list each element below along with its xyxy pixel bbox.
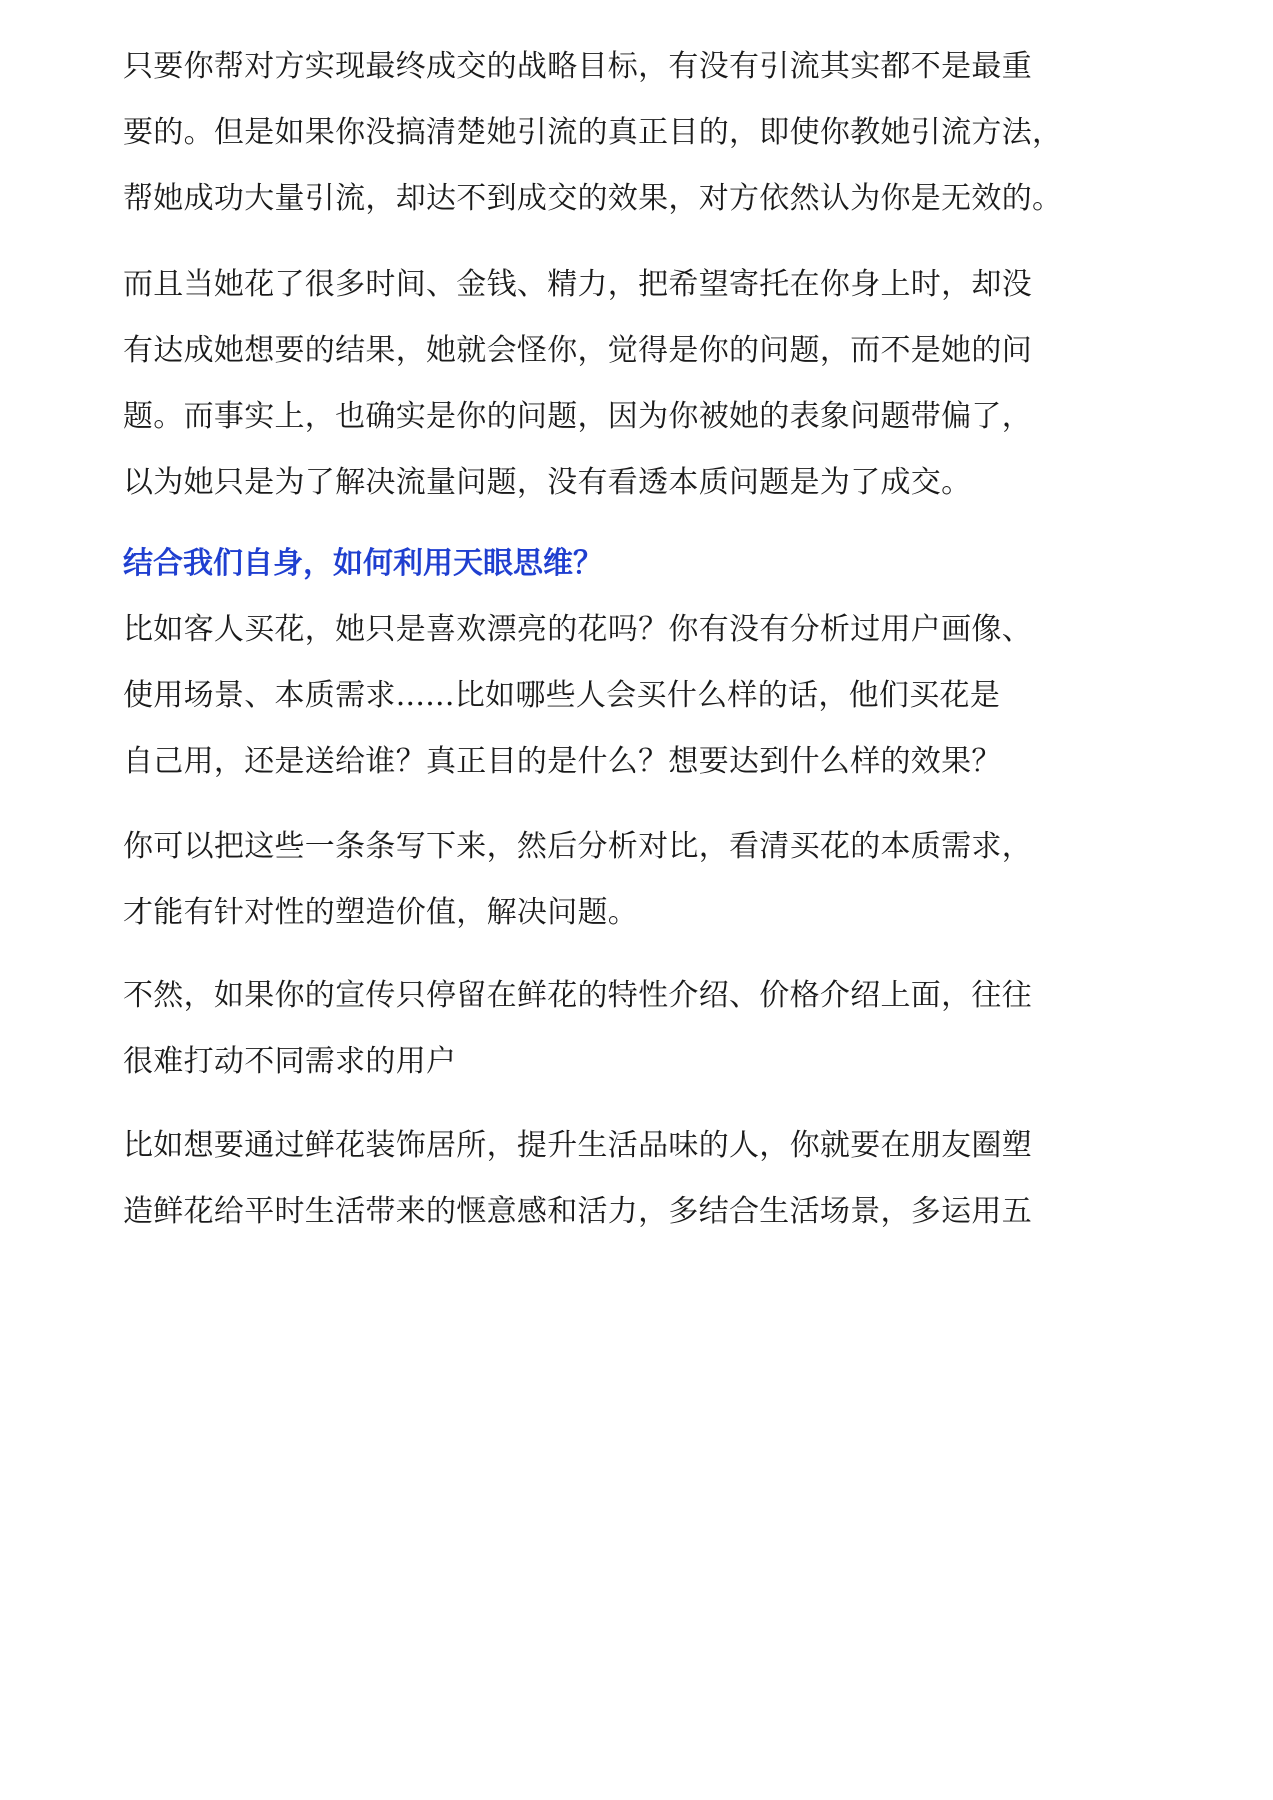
paragraph-3-line-2: 使用场景、本质需求......比如哪些人会买什么样的话，他们买花是 (123, 678, 1001, 713)
paragraph-1-line-2: 要的。但是如果你没搞清楚她引流的真正目的，即使你教她引流方法， (123, 115, 1063, 150)
paragraph-4-line-1: 你可以把这些一条条写下来，然后分析对比，看清买花的本质需求， (123, 829, 1032, 864)
paragraph-2-line-3: 题。而事实上，也确实是你的问题，因为你被她的表象问题带偏了， (123, 399, 1032, 434)
paragraph-2-line-2: 有达成她想要的结果，她就会怪你，觉得是你的问题，而不是她的问 (123, 333, 1032, 368)
paragraph-1-line-1: 只要你帮对方实现最终成交的战略目标，有没有引流其实都不是最重 (123, 49, 1032, 84)
paragraph-5-line-2: 很难打动不同需求的用户 (123, 1044, 457, 1079)
paragraph-6-line-2: 造鲜花给平时生活带来的惬意感和活力，多结合生活场景，多运用五 (123, 1194, 1032, 1229)
paragraph-3-line-3: 自己用，还是送给谁？真正目的是什么？想要达到什么样的效果？ (123, 744, 1002, 779)
section-heading: 结合我们自身，如何利用天眼思维？ (123, 546, 603, 581)
paragraph-2-line-4: 以为她只是为了解决流量问题，没有看透本质问题是为了成交。 (123, 465, 972, 500)
paragraph-5-line-1: 不然，如果你的宣传只停留在鲜花的特性介绍、价格介绍上面，往往 (123, 978, 1032, 1013)
paragraph-2-line-1: 而且当她花了很多时间、金钱、精力，把希望寄托在你身上时，却没 (123, 267, 1032, 302)
paragraph-3-line-1: 比如客人买花，她只是喜欢漂亮的花吗？你有没有分析过用户画像、 (123, 612, 1032, 647)
paragraph-1-line-3: 帮她成功大量引流，却达不到成交的效果，对方依然认为你是无效的。 (123, 181, 1063, 216)
paragraph-4-line-2: 才能有针对性的塑造价值，解决问题。 (123, 895, 639, 930)
paragraph-6-line-1: 比如想要通过鲜花装饰居所，提升生活品味的人，你就要在朋友圈塑 (123, 1128, 1032, 1163)
